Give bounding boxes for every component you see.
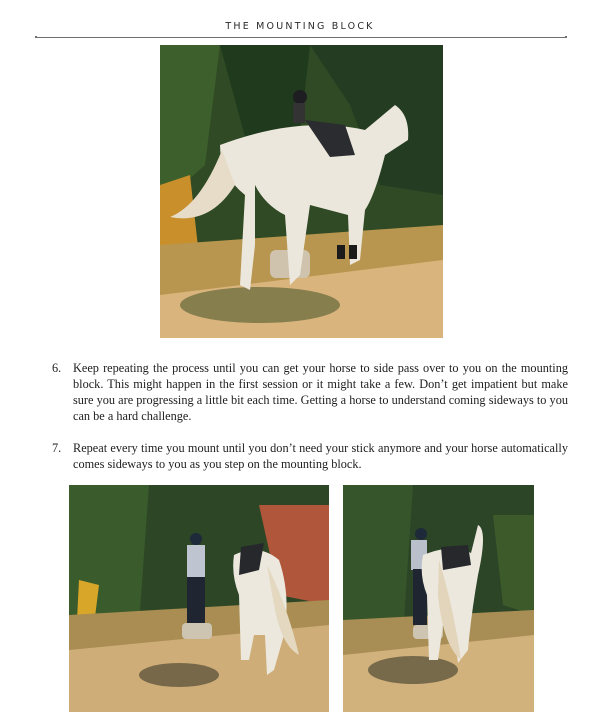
photo-rider-mounting-horse [160,45,443,338]
photo-rider-on-block-horse-approaching [69,485,329,712]
header-divider [35,37,567,38]
step-text: Keep repeating the process until you can get your horse to side pass over to you on the mounting block. This might happen in the first session or it might take a few. Don’t get impatient but make sure you are progressing a little bit each time. Getting a horse to understand coming sideways to you can be a hard challenge. [73,361,568,423]
running-header-title: THE MOUNTING BLOCK [225,21,375,32]
step-number: 7. [52,441,62,455]
photo-horse-side-passing-to-rider [343,485,534,712]
list-item-step-6 [52,360,568,424]
step-number: 6. [52,361,62,375]
step-text: Repeat every time you mount until you don’t need your stick anymore and your horse automatically comes sideways to you as you step on the mounting block. [73,441,568,471]
list-item-step-7 [52,440,568,472]
